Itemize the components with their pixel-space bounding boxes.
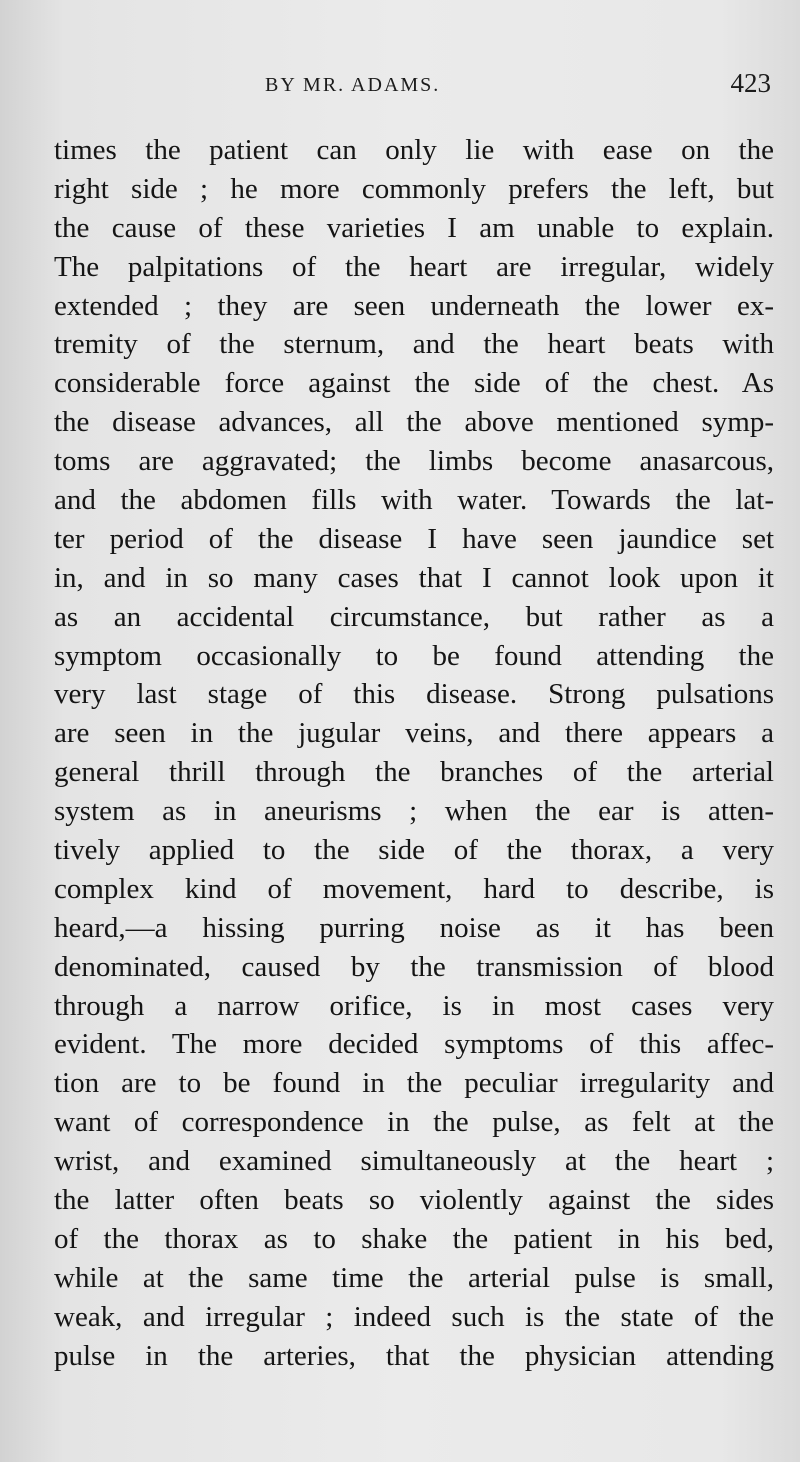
running-title: BY MR. ADAMS. <box>265 74 441 96</box>
text-line: system as in aneurisms ; when the ear is atten- <box>54 795 774 828</box>
text-line: general thrill through the branches of the arterial <box>54 756 774 789</box>
text-line: pulse in the arteries, that the physician attending <box>54 1339 774 1372</box>
text-line: tremity of the sternum, and the heart beats with <box>54 328 774 361</box>
running-header <box>60 68 775 108</box>
page-number: 423 <box>730 68 771 98</box>
text-line: in, and in so many cases that I cannot look upon it <box>54 561 774 594</box>
text-line: the cause of these varieties I am unable to explain. <box>54 211 774 244</box>
text-line: The palpitations of the heart are irregular, widely <box>54 250 774 283</box>
text-line: toms are aggravated; the limbs become anasarcous, <box>54 445 774 478</box>
text-line: the latter often beats so violently against the sides <box>54 1184 774 1217</box>
text-line: tively applied to the side of the thorax, a very <box>54 834 774 867</box>
text-line: extended ; they are seen underneath the lower ex- <box>54 289 774 322</box>
text-line: are seen in the jugular veins, and there appears a <box>54 717 774 750</box>
text-line: denominated, caused by the transmission of blood <box>54 950 774 983</box>
text-line: and the abdomen fills with water. Towards the lat- <box>54 484 774 517</box>
text-line: through a narrow orifice, is in most cases very <box>54 989 774 1022</box>
text-line: symptom occasionally to be found attending the <box>54 639 774 672</box>
text-line: very last stage of this disease. Strong pulsations <box>54 678 774 711</box>
text-line: right side ; he more commonly prefers the left, but <box>54 172 774 205</box>
text-line: weak, and irregular ; indeed such is the state of the <box>54 1300 774 1333</box>
text-line: as an accidental circumstance, but rather as a <box>54 600 774 633</box>
text-line: want of correspondence in the pulse, as felt at the <box>54 1106 774 1139</box>
text-line: wrist, and examined simultaneously at the heart ; <box>54 1145 774 1178</box>
text-line: evident. The more decided symptoms of this affec- <box>54 1028 774 1061</box>
text-line: times the patient can only lie with ease on the <box>54 134 774 166</box>
text-line: heard,—a hissing purring noise as it has been <box>54 911 774 944</box>
text-line: considerable force against the side of the chest. As <box>54 367 774 400</box>
text-line: tion are to be found in the peculiar irregularity and <box>54 1067 774 1100</box>
text-line: while at the same time the arterial pulse is small, <box>54 1261 774 1294</box>
text-line: complex kind of movement, hard to describe, is <box>54 872 774 905</box>
text-line: the disease advances, all the above mentioned symp- <box>54 406 774 439</box>
body-text <box>54 131 774 1376</box>
text-line: ter period of the disease I have seen jaundice set <box>54 522 774 555</box>
text-line: of the thorax as to shake the patient in his bed, <box>54 1222 774 1255</box>
